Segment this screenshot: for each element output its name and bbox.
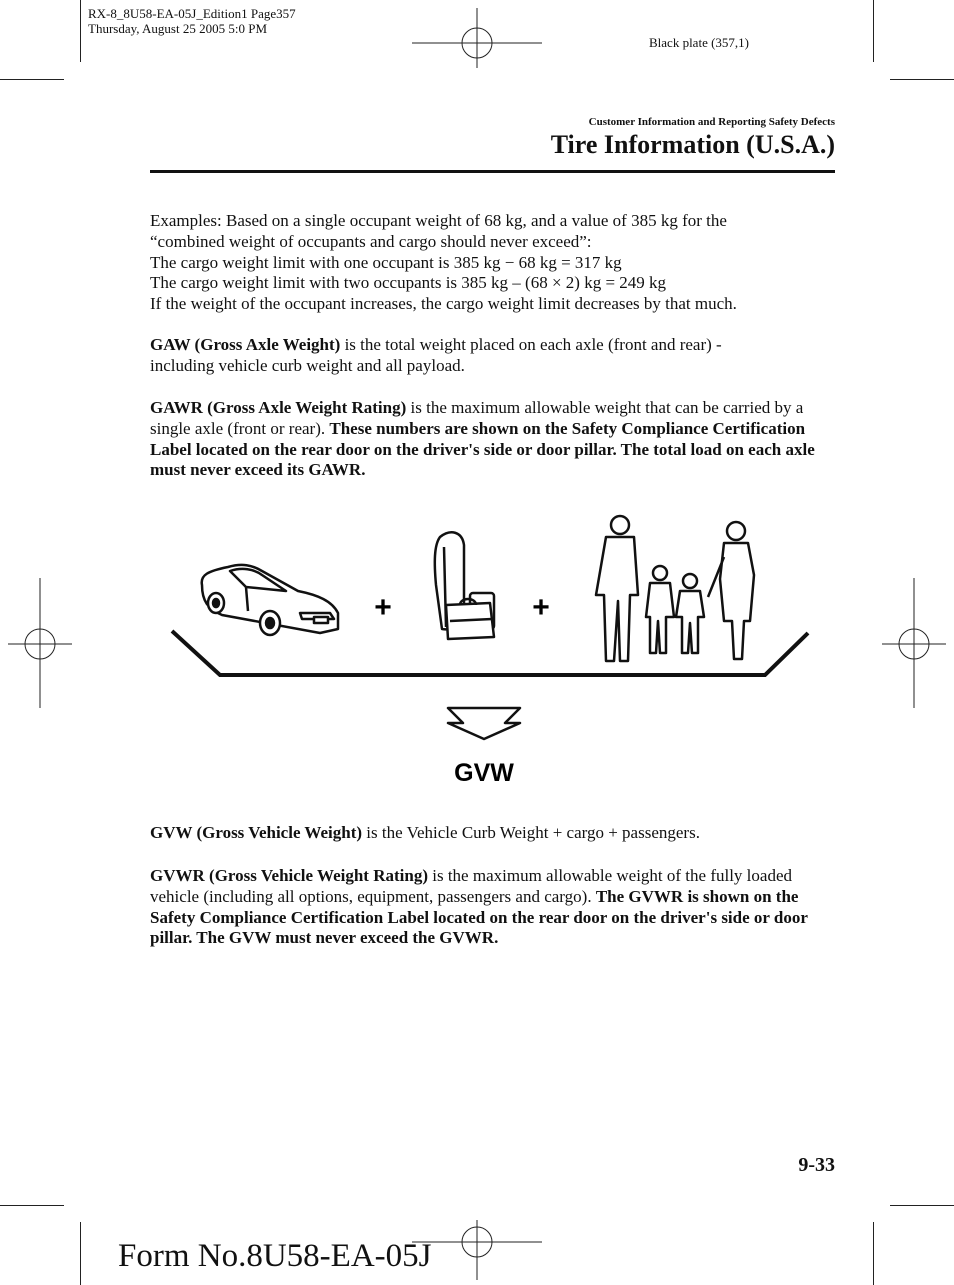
crop-mark (873, 0, 874, 62)
gawr-term: GAWR (Gross Axle Weight Rating) (150, 398, 407, 417)
examples-line: Examples: Based on a single occupant weight of 68 kg, and a value of 385 kg for the (150, 211, 727, 230)
gvw-label: GVW (454, 759, 514, 787)
gvwr-paragraph (150, 866, 822, 949)
title-rule (150, 170, 835, 173)
gaw-term: GAW (Gross Axle Weight) (150, 335, 341, 354)
examples-line: If the weight of the occupant increases, the cargo weight limit decreases by that much. (150, 294, 737, 314)
registration-mark-top (412, 6, 542, 70)
plate-info: Black plate (357,1) (649, 35, 749, 50)
gaw-text: is the total weight placed on each axle (front and rear) - including vehicle curb weight and all payload. (150, 335, 722, 375)
crop-mark (0, 79, 64, 80)
plus-sign: + (374, 591, 392, 624)
gvw-illustration (150, 505, 820, 805)
page-number: 9-33 (798, 1154, 835, 1176)
crop-mark (0, 1205, 64, 1206)
registration-mark-bottom (412, 1218, 542, 1282)
registration-mark-left (4, 578, 76, 708)
crop-mark (890, 1205, 954, 1206)
gawr-text: is the maximum allowable weight that can be carried by a single axle (front or rear). (150, 398, 804, 438)
car-icon (202, 565, 338, 635)
crop-mark (890, 79, 954, 80)
crop-mark (80, 1222, 81, 1285)
crop-mark (873, 1222, 874, 1285)
gvwr-term: GVWR (Gross Vehicle Weight Rating) (150, 866, 428, 885)
registration-mark-right (878, 578, 950, 708)
gvw-text: is the Vehicle Curb Weight + cargo + passengers. (362, 823, 700, 842)
gvw-paragraph (150, 823, 840, 844)
plus-sign: + (532, 591, 550, 624)
gawr-bold-text: These numbers are shown on the Safety Compliance Certification Label located on the rear door on the driver's side or door pillar. The total load on each axle must never exceed its GAWR. (150, 418, 815, 480)
form-number: Form No.8U58-EA-05J (118, 1238, 432, 1274)
file-line: RX-8_8U58-EA-05J_Edition1 Page357 (88, 6, 296, 21)
gaw-paragraph (150, 335, 790, 377)
luggage-icon (435, 532, 494, 639)
gvwr-text: is the maximum allowable weight of the fully loaded vehicle (including all options, equipment, passengers and cargo). (150, 866, 792, 906)
gawr-paragraph (150, 398, 840, 481)
gvwr-bold-text: The GVWR is shown on the Safety Compliance Certification Label located on the rear door on the driver's side or door pillar. The GVW must never exceed the GVWR. (150, 886, 808, 948)
date-line: Thursday, August 25 2005 5:0 PM (88, 21, 267, 36)
down-arrow-icon (448, 708, 520, 739)
print-file-info (88, 6, 296, 36)
section-title: Customer Information and Reporting Safety Defects (588, 116, 835, 128)
page-title: Tire Information (U.S.A.) (550, 130, 835, 159)
gvw-term: GVW (Gross Vehicle Weight) (150, 823, 363, 842)
family-icon (596, 516, 754, 661)
crop-mark (80, 0, 81, 62)
gvw-diagram (150, 505, 820, 805)
examples-line: The cargo weight limit with one occupant is 385 kg − 68 kg = 317 kg (150, 252, 622, 272)
examples-line: “combined weight of occupants and cargo should never exceed”: (150, 231, 592, 251)
examples-paragraph (150, 211, 840, 315)
examples-line: The cargo weight limit with two occupants is 385 kg – (68 × 2) kg = 249 kg (150, 273, 667, 293)
